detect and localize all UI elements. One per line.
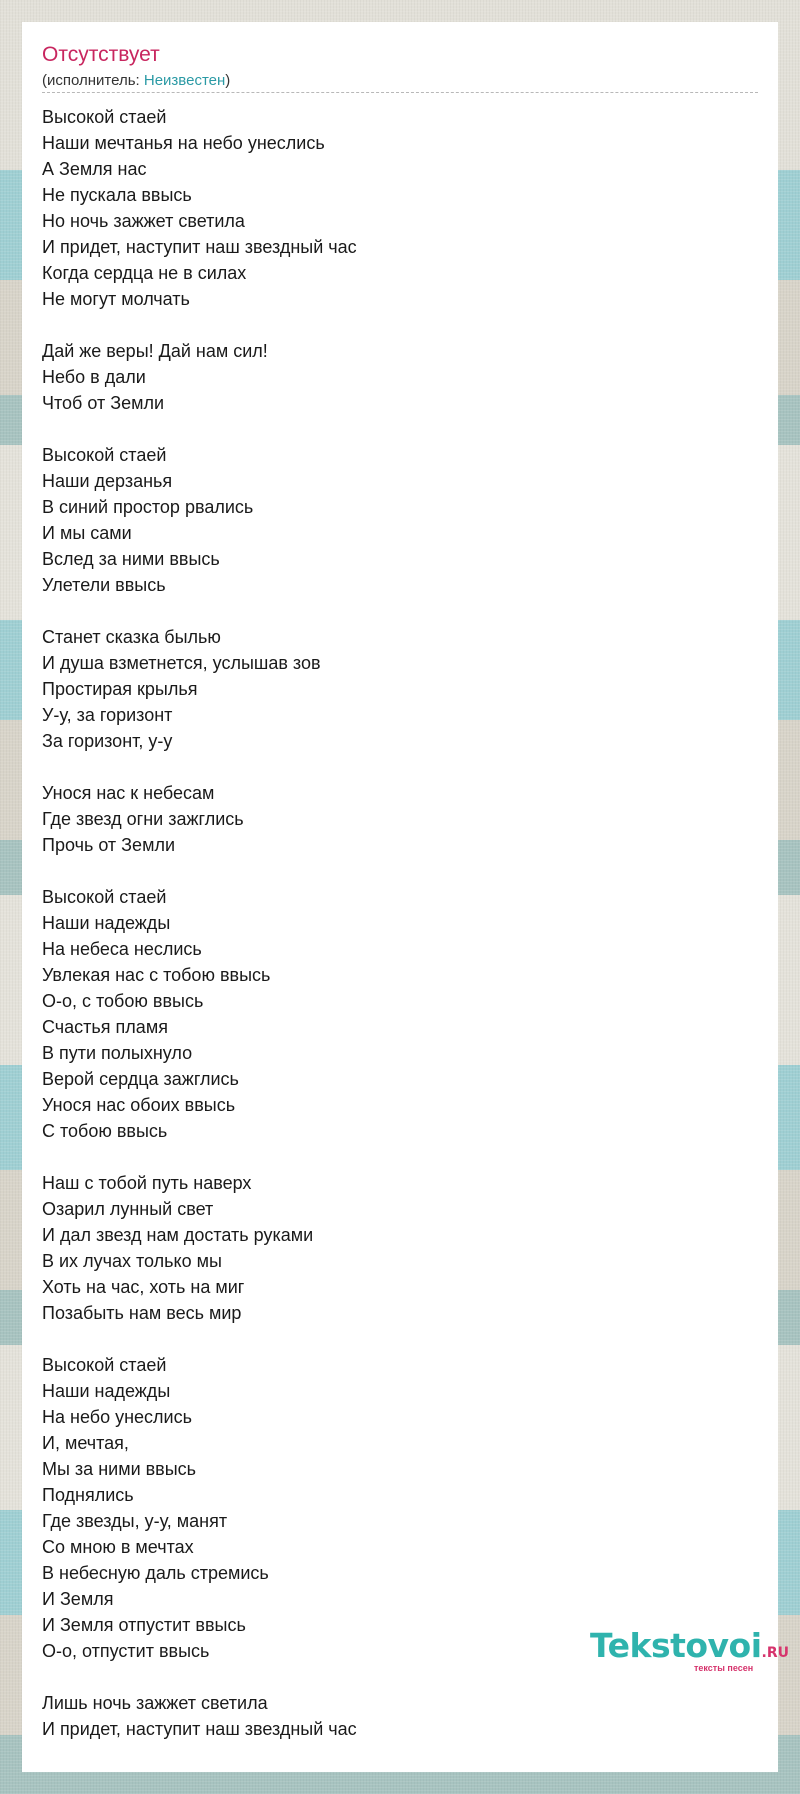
artist-suffix: ): [225, 72, 231, 89]
lyric-line: Поднялись: [42, 1485, 134, 1505]
lyric-stanza: [42, 338, 742, 416]
artist-prefix: (исполнитель:: [42, 72, 144, 89]
artist-line: [42, 72, 230, 90]
lyric-line: Наши надежды: [42, 913, 171, 933]
artist-link[interactable]: Неизвестен: [143, 72, 226, 89]
lyric-line: Унося нас к небесам: [42, 783, 215, 803]
lyric-line: И Земля отпустит ввысь: [42, 1615, 246, 1635]
lyric-line: Наши надежды: [42, 1381, 171, 1401]
lyric-line: В синий простор рвались: [42, 497, 254, 517]
lyric-line: Где звезды, у-у, манят: [42, 1511, 228, 1531]
lyric-line: Улетели ввысь: [42, 575, 166, 595]
lyric-line: Где звезд огни зажглись: [42, 809, 244, 829]
lyric-line: В небесную даль стремись: [42, 1563, 269, 1583]
lyric-line: Мы за ними ввысь: [42, 1459, 197, 1479]
lyric-line: Наш с тобой путь наверх: [42, 1173, 252, 1193]
lyric-stanza: [42, 1170, 742, 1326]
song-title: Отсутствует: [42, 43, 160, 66]
lyric-line: Верой сердца зажглись: [42, 1069, 239, 1089]
lyric-line: Высокой стаей: [42, 445, 167, 465]
lyric-line: Не могут молчать: [42, 289, 190, 309]
lyric-line: Со мною в мечтах: [42, 1537, 194, 1557]
lyric-stanza: [42, 884, 742, 1144]
lyric-line: Озарил лунный свет: [42, 1199, 214, 1219]
lyric-line: Лишь ночь зажжет светила: [42, 1693, 268, 1713]
lyric-line: Небо в дали: [42, 367, 146, 387]
lyric-line: Высокой стаей: [42, 1355, 167, 1375]
lyric-line: Простирая крылья: [42, 679, 198, 699]
lyrics-card: [22, 22, 790, 1772]
lyric-line: И придет, наступит наш звездный час: [42, 1719, 357, 1739]
lyric-line: Чтоб от Земли: [42, 393, 165, 413]
lyric-line: Но ночь зажжет светила: [42, 211, 245, 231]
lyrics-body: [42, 104, 742, 1768]
lyric-stanza: [42, 1352, 742, 1664]
lyric-stanza: [42, 442, 742, 598]
lyric-line: В их лучах только мы: [42, 1251, 222, 1271]
lyric-line: Высокой стаей: [42, 107, 167, 127]
lyric-line: И душа взметнется, услышав зов: [42, 653, 321, 673]
lyric-line: Наши дерзанья: [42, 471, 173, 491]
lyric-line: И, мечтая,: [42, 1433, 129, 1453]
lyric-line: На небеса неслись: [42, 939, 202, 959]
lyric-line: Позабыть нам весь мир: [42, 1303, 242, 1323]
logo-word: Tekstovoi: [590, 1626, 762, 1665]
lyric-line: О-о, отпустит ввысь: [42, 1641, 210, 1661]
lyric-stanza: [42, 104, 742, 312]
lyric-line: Унося нас обоих ввысь: [42, 1095, 236, 1115]
lyric-line: Вслед за ними ввысь: [42, 549, 220, 569]
lyric-line: Высокой стаей: [42, 887, 167, 907]
lyric-stanza: [42, 624, 742, 754]
lyric-stanza: [42, 780, 742, 858]
dashed-divider: [42, 92, 758, 93]
lyric-line: С тобою ввысь: [42, 1121, 168, 1141]
site-logo[interactable]: [590, 1626, 790, 1673]
logo-tld: .RU: [761, 1645, 790, 1661]
lyric-line: И мы сами: [42, 523, 132, 543]
lyric-line: В пути полыхнуло: [42, 1043, 193, 1063]
lyric-line: Хоть на час, хоть на миг: [42, 1277, 245, 1297]
logo-tagline: тексты песен: [694, 1663, 754, 1673]
lyric-line: И Земля: [42, 1589, 114, 1609]
lyric-line: Станет сказка былью: [42, 627, 221, 647]
lyric-line: И дал звезд нам достать руками: [42, 1225, 314, 1245]
lyric-line: Не пускала ввысь: [42, 185, 192, 205]
lyric-line: Счастья пламя: [42, 1017, 168, 1037]
lyric-line: На небо унеслись: [42, 1407, 192, 1427]
lyric-stanza: [42, 1690, 742, 1742]
lyric-line: О-о, с тобою ввысь: [42, 991, 204, 1011]
lyric-line: И придет, наступит наш звездный час: [42, 237, 357, 257]
lyric-line: А Земля нас: [42, 159, 147, 179]
lyric-line: Когда сердца не в силах: [42, 263, 247, 283]
lyric-line: У-у, за горизонт: [42, 705, 173, 725]
lyric-line: Наши мечтанья на небо унеслись: [42, 133, 325, 153]
lyric-line: Прочь от Земли: [42, 835, 175, 855]
lyric-line: Увлекая нас с тобою ввысь: [42, 965, 271, 985]
lyric-line: Дай же веры! Дай нам сил!: [42, 341, 268, 361]
lyric-line: За горизонт, у-у: [42, 731, 173, 751]
